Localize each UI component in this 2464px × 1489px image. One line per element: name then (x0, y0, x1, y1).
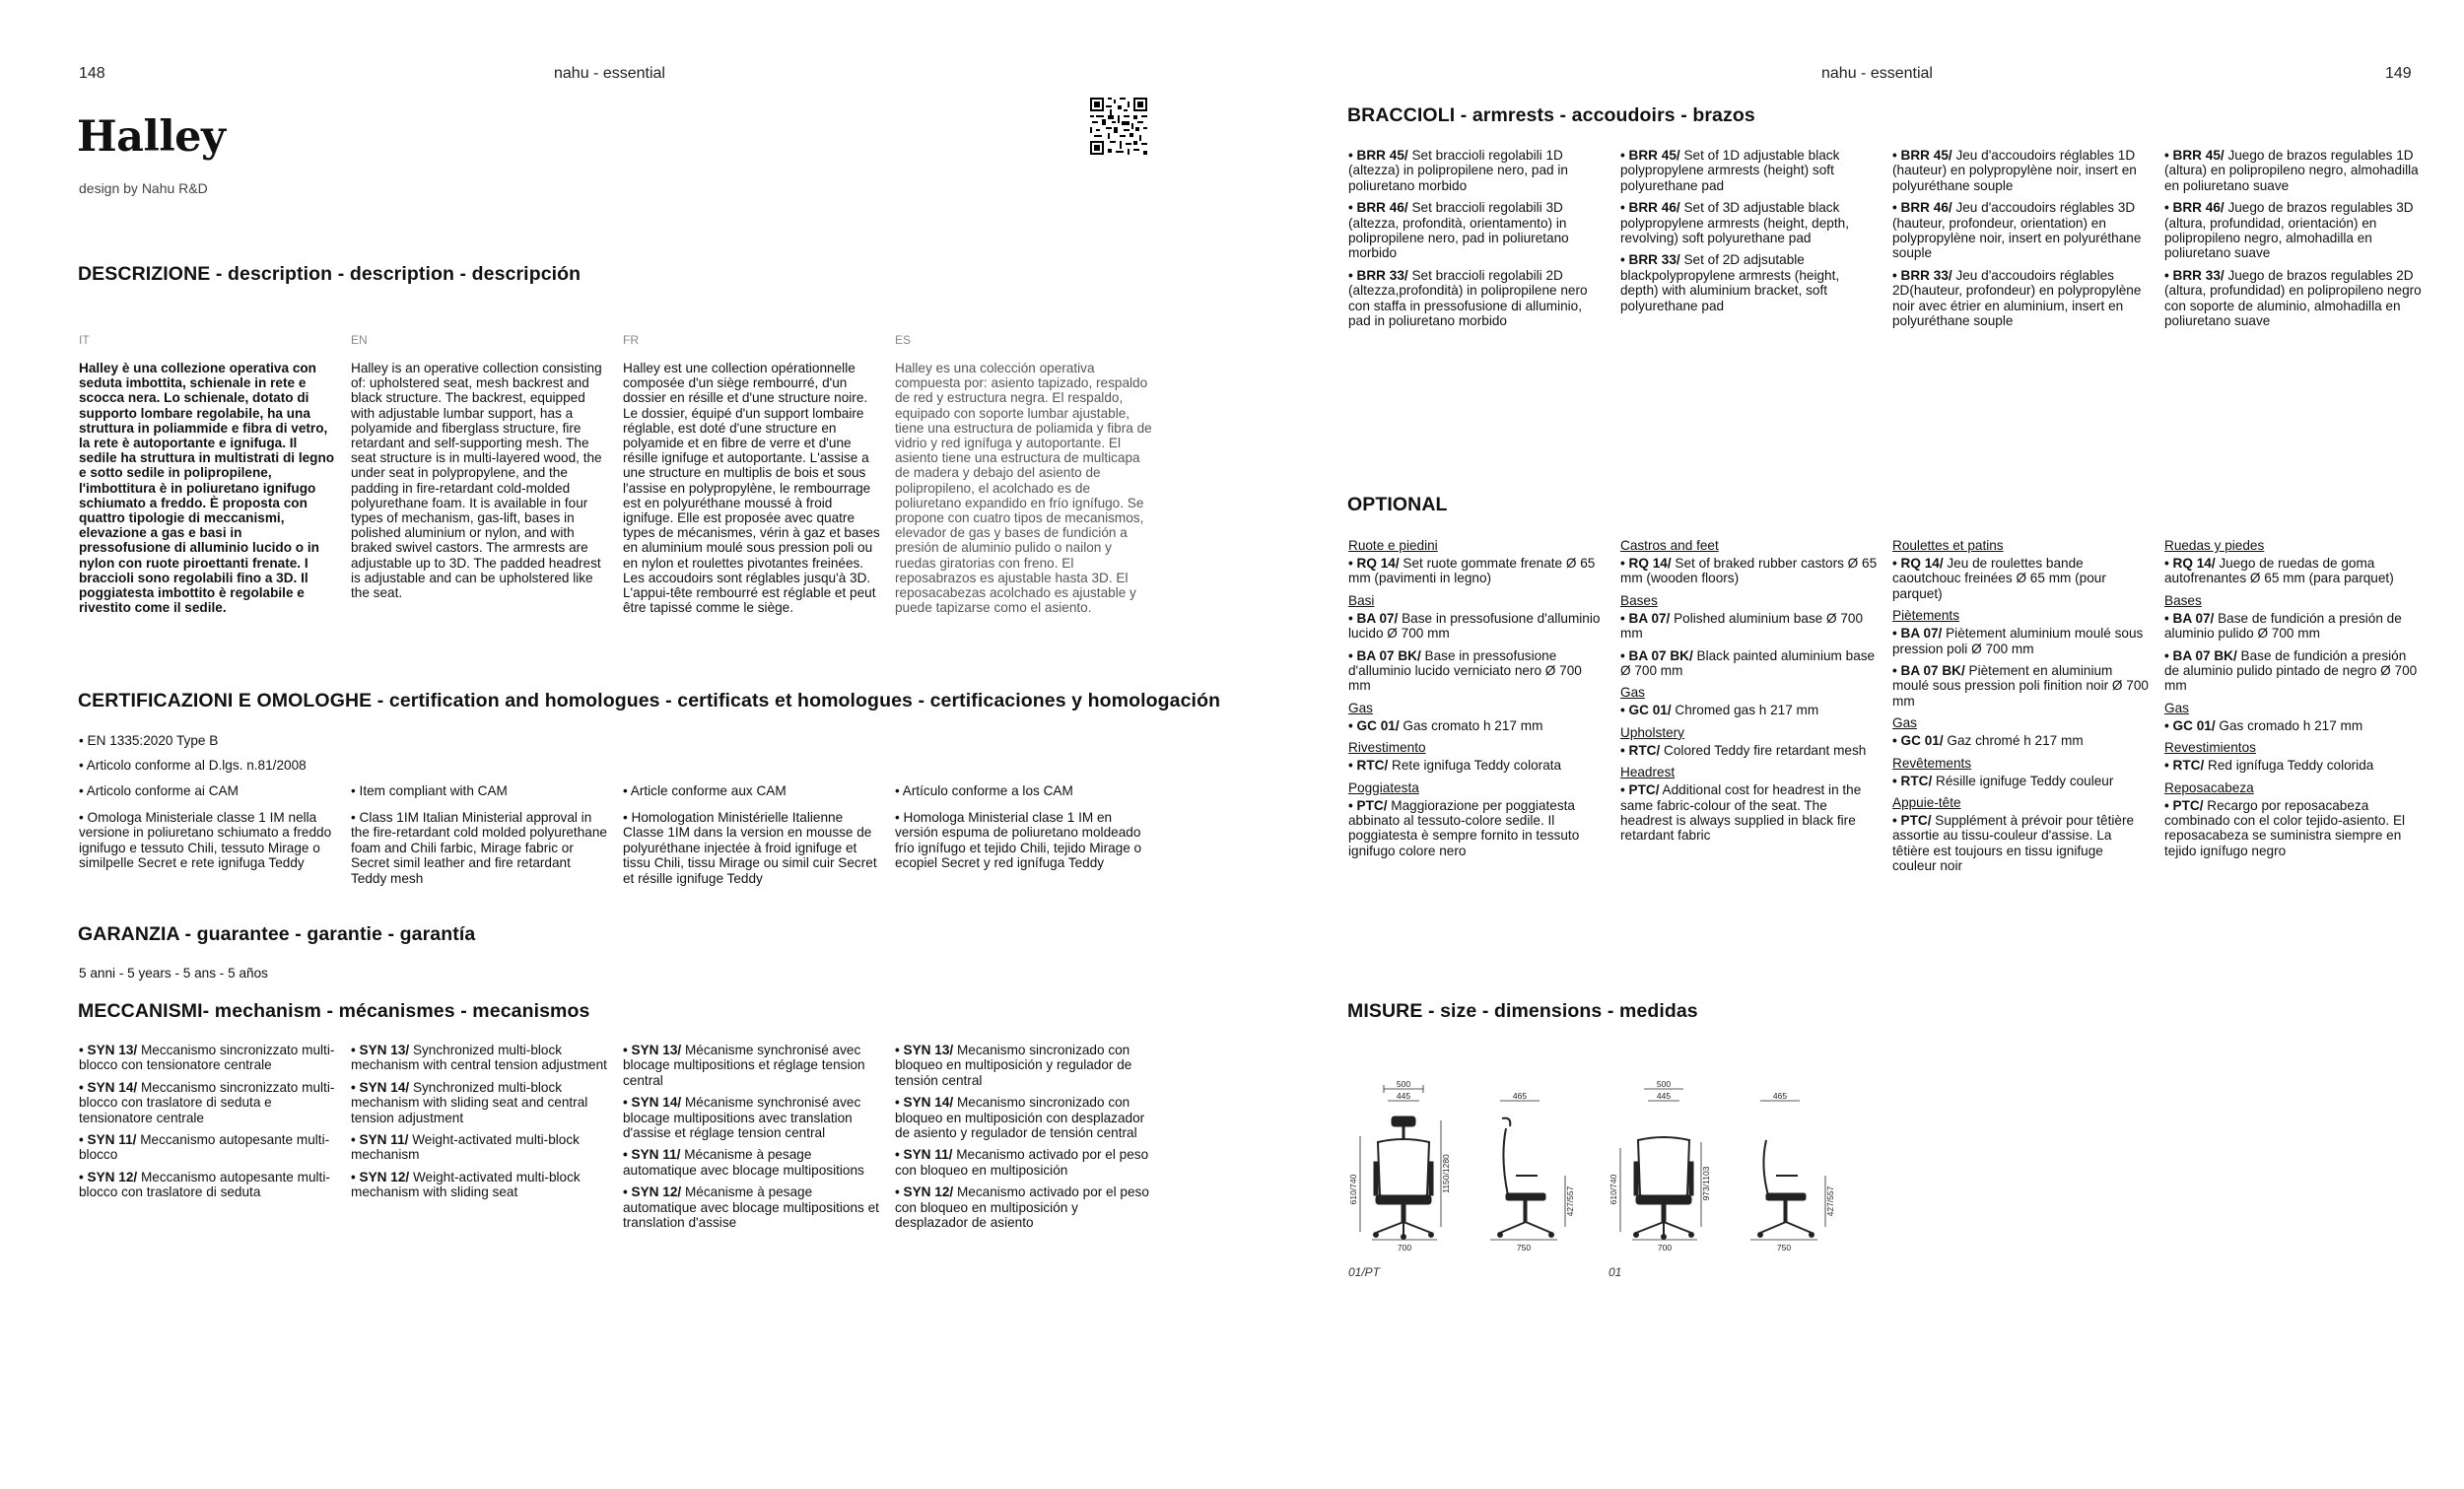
optional-text: Gaz chromé h 217 mm (1943, 733, 2084, 749)
optional-category: Revêtements (1892, 755, 1972, 771)
running-header-left: nahu - essential (554, 65, 665, 82)
running-header-right: nahu - essential (1821, 65, 1933, 82)
drawing-caption-01: 01 (1608, 1265, 1622, 1279)
mechanism-code: • SYN 13/ (623, 1043, 682, 1057)
optional-code: • BA 07/ (1620, 610, 1671, 626)
chair-drawing-standard (1603, 1079, 1869, 1252)
sizes-heading: MISURE - size - dimensions - medidas (1347, 1000, 1698, 1022)
mechanism-text: Mécanisme à pesage automatique avec blocage multipositions (623, 1147, 864, 1178)
armrest-code: • BRR 33/ (1348, 267, 1408, 283)
dim-front-top-2: 445 (1656, 1091, 1672, 1101)
dim-left: 610/740 (1348, 1174, 1358, 1205)
optional-item (1892, 774, 2151, 788)
armrest-text: Set braccioli regolabili 3D (altezza, profondità, orientamento) in polipropilene nero, pad in poliuretano morbido (1348, 200, 1569, 261)
optional-category: Headrest (1620, 765, 1676, 780)
optional-text: Black painted aluminium base Ø 700 mm (1620, 647, 1876, 679)
optional-col-it (1348, 535, 1607, 865)
cert-cam-en: • Item compliant with CAM (351, 783, 508, 798)
cert-cam-it: • Articolo conforme ai CAM (79, 783, 239, 798)
armrest-text: Juego de brazos regulables 3D (altura, profundidad, orientación) en polipropileno negro, almohadilla en poliuretano suave (2164, 200, 2414, 261)
lang-label: ES (895, 333, 912, 347)
mechanism-text: Mecanismo activado por el peso con bloqueo en multiposición (895, 1147, 1149, 1178)
optional-heading: OPTIONAL (1347, 494, 1448, 515)
mechanism-item (79, 1043, 337, 1073)
armrest-text: Set of 3D adjustable black polypropylene armrests (height, depth, revolving) soft polyurethane pad (1620, 200, 1849, 246)
lang-label: FR (623, 333, 639, 347)
mechanism-item (79, 1132, 337, 1163)
optional-code: • BA 07 BK/ (1620, 647, 1693, 663)
optional-item (1892, 813, 2151, 874)
description-col-es (895, 333, 1153, 615)
optional-code: • BA 07/ (2164, 610, 2215, 626)
optional-code: • RQ 14/ (1348, 556, 1400, 571)
mechanism-item (351, 1043, 609, 1073)
mechanism-text: Meccanismo sincronizzato multi-blocco con traslatore di seduta e tensionatore centrale (79, 1079, 335, 1125)
optional-item (1620, 611, 1879, 642)
optional-text: Base de fundición a presión de aluminio pulido Ø 700 mm (2164, 610, 2402, 642)
optional-code: • BA 07 BK/ (1348, 647, 1421, 663)
optional-col-fr (1892, 535, 2151, 881)
optional-code: • GC 01/ (1892, 733, 1944, 749)
dim-front-top-1: 500 (1656, 1079, 1672, 1089)
armrest-text: Jeu d'accoudoirs réglables 3D (hauteur, profondeur, orientation) en polypropylène noir, insert en polyuréthane souple (1892, 200, 2142, 261)
mechanism-item (623, 1043, 881, 1088)
optional-item (1348, 556, 1607, 586)
optional-text: Piètement en aluminium moulé sous pression poli finition noir Ø 700 mm (1892, 663, 2149, 709)
optional-category: Roulettes et patins (1892, 538, 2004, 553)
mechanism-code: • SYN 11/ (623, 1147, 681, 1163)
mechanism-code: • SYN 12/ (895, 1184, 954, 1200)
optional-item (1348, 758, 1607, 773)
optional-item (1620, 743, 1879, 758)
armrest-text: Set braccioli regolabili 1D (altezza) in polipropilene nero, pad in poliuretano morbido (1348, 148, 1568, 193)
optional-text: Colored Teddy fire retardant mesh (1660, 742, 1867, 758)
optional-text: Set of braked rubber castors Ø 65 mm (wooden floors) (1620, 556, 1878, 586)
drawing-caption-01pt: 01/PT (1348, 1265, 1381, 1279)
armrests-col-fr (1892, 148, 2151, 335)
optional-text: Chromed gas h 217 mm (1671, 703, 1819, 718)
product-title: Halley (77, 112, 226, 162)
optional-text: Additional cost for headrest in the same fabric-colour of the seat. The headrest is always supplied in black fire retardant fabric (1620, 782, 1862, 844)
optional-item (1348, 611, 1607, 642)
optional-item (1892, 626, 2151, 656)
mechanism-item (895, 1147, 1153, 1178)
cert-homolog-it: • Omologa Ministeriale classe 1 IM nella versione in poliuretano schiumato a freddo ignifugo e tessuto Chili, tessuto Mirage o similpelle Secret e rete ignifuga Teddy (79, 810, 332, 871)
mechanism-code: • SYN 14/ (79, 1079, 138, 1095)
optional-code: • BA 07 BK/ (1892, 663, 1965, 679)
optional-code: • BA 07/ (1892, 626, 1943, 642)
qr-code-icon (1090, 98, 1147, 155)
armrest-code: • BRR 46/ (1620, 200, 1680, 216)
mechanism-code: • SYN 12/ (351, 1169, 410, 1184)
optional-category: Gas (2164, 700, 2189, 715)
dim-front-bottom: 700 (1397, 1243, 1412, 1252)
mechanism-code: • SYN 11/ (351, 1132, 409, 1148)
optional-code: • RTC/ (2164, 758, 2205, 774)
page-number-right: 149 (2385, 65, 2412, 82)
mechanism-code: • SYN 14/ (895, 1095, 954, 1111)
mechanisms-col-fr (623, 1043, 881, 1237)
optional-category: Piètements (1892, 608, 1960, 624)
optional-category: Ruote e piedini (1348, 538, 1438, 553)
mechanism-item (351, 1132, 609, 1163)
lang-label: EN (351, 333, 368, 347)
mechanism-code: • SYN 14/ (623, 1095, 682, 1111)
mechanisms-col-en (351, 1043, 609, 1207)
armrest-text: Jeu d'accoudoirs réglables 1D (hauteur) en polypropylène noir, insert en polyuréthane souple (1892, 148, 2137, 193)
optional-code: • PTC/ (1620, 782, 1660, 798)
dim-left: 610/740 (1608, 1174, 1618, 1205)
mechanism-text: Meccanismo autopesante multi-blocco con traslatore di seduta (79, 1169, 330, 1200)
cert-homolog-fr: • Homologation Ministérielle Italienne Classe 1IM dans la version en mousse de polyuréthane injectée à froid ignifuge et tissu Chili, tissu Mirage ou simil cuir Secret et résille ignifuge Teddy (623, 810, 877, 886)
optional-text: Base de fundición a presión de aluminio pulido pintado de negro Ø 700 mm (2164, 647, 2418, 694)
optional-category: Upholstery (1620, 724, 1684, 740)
certification-heading: CERTIFICAZIONI E OMOLOGHE - certification and homologues - certificats et homologues - certificaciones y homologación (78, 690, 1221, 711)
dim-side-height: 427/557 (1825, 1185, 1835, 1217)
cert-cam-fr: • Article conforme aux CAM (623, 783, 787, 798)
description-text: Halley es una colección operativa compuesta por: asiento tapizado, respaldo de red y estructura negra. El respaldo, equipado con soporte lumbar ajustable, tiene una estructura de poliamida y fibra de vidrio y red ignífuga y autoportante. El asiento tiene una estructura de multicapa de madera y debajo del asiento de polipropileno, el acolchado es de poliuretano expandido en frío ignífugo. Se propone con cuatro tipos de mecanismos, elevador de gas y bases de fundición a presión de aluminio pulido o nailon y ruedas giratorias con freno. El reposabrazos es ajustable hasta 3D. El reposacabezas acolchado es ajustable y puede tapizarse como el asiento. (895, 361, 1152, 616)
mechanism-code: • SYN 12/ (79, 1169, 138, 1184)
optional-item (1348, 648, 1607, 694)
cert-homolog-en: • Class 1IM Italian Ministerial approval in the fire-retardant cold molded polyurethane foam and Chili farbic, Mirage fabric or Secret simil leather and fire retardant Teddy mesh (351, 810, 607, 886)
optional-text: Maggiorazione per poggiatesta abbinato al tessuto-colore sedile. Il poggiatesta è sempre fornito in tessuto ignifugo colore nero (1348, 797, 1580, 858)
armrest-text: Jeu d'accoudoirs réglables 2D(hauteur, profondeur) en polypropylène noir avec étrier en aluminium, insert en polyuréthane souple (1892, 267, 2142, 329)
optional-code: • PTC/ (2164, 797, 2204, 813)
mechanism-text: Weight-activated multi-block mechanism (351, 1132, 580, 1163)
description-col-fr (623, 333, 881, 615)
optional-item (2164, 648, 2423, 694)
optional-col-en (1620, 535, 1879, 850)
optional-item (1620, 703, 1879, 717)
armrest-item (1620, 252, 1879, 313)
description-text: Halley is an operative collection consisting of: upholstered seat, mesh backrest and black structure. The backrest, equipped with adjustable lumbar support, has a polyamide and fiberglass structure, fire retardant and self-supporting mesh. The seat structure is in multi-layered wood, the under seat in polypropylene, and the padding in fire-retardant cold-molded polyurethane foam. It is available in four types of mechanism, gas-lift, bases in polished aluminium or nylon, and with braked swivel castors. The armrests are adjustable up to 3D. The padded headrest is adjustable and can be upholstered like the seat. (351, 361, 602, 601)
optional-item (1348, 798, 1607, 859)
optional-category: Poggiatesta (1348, 779, 1419, 795)
mechanism-code: • SYN 11/ (895, 1147, 953, 1163)
optional-code: • PTC/ (1892, 813, 1932, 829)
armrest-text: Set braccioli regolabili 2D (altezza,profondità) in polipropilene nero con staffa in pressofusione di alluminio, pad in poliuretano morbido (1348, 267, 1588, 329)
dim-side-height: 427/557 (1565, 1185, 1575, 1217)
optional-text: Polished aluminium base Ø 700 mm (1620, 610, 1864, 642)
optional-text: Supplément à prévoir pour têtière assortie au tissu-couleur d'assise. La têtière est toujours en tissu ignifuge couleur noir (1892, 813, 2135, 874)
optional-text: Base in pressofusione d'alluminio lucido verniciato nero Ø 700 mm (1348, 647, 1582, 694)
armrest-text: Juego de brazos regulables 2D (altura, profundidad) en polipropileno negro con soporte de aluminio, almohadilla en poliuretano suave (2164, 267, 2422, 329)
optional-code: • RTC/ (1892, 773, 1933, 788)
mechanism-text: Mécanisme à pesage automatique avec blocage multipositions et translation d'assise (623, 1184, 879, 1231)
armrests-col-it (1348, 148, 1607, 335)
mechanism-item (623, 1095, 881, 1140)
armrest-text: Set of 2D adjsutable blackpolypropylene armrests (height, depth) with aluminium bracket, soft polyurethane pad (1620, 252, 1840, 313)
armrest-code: • BRR 45/ (1348, 148, 1408, 163)
mechanism-text: Synchronized multi-block mechanism with sliding seat and central tension adjustment (351, 1079, 588, 1125)
optional-code: • RTC/ (1348, 758, 1389, 774)
optional-text: Résille ignifuge Teddy couleur (1932, 773, 2114, 788)
cert-dlgs: • Articolo conforme al D.lgs. n.81/2008 (79, 758, 307, 773)
optional-code: • RQ 14/ (2164, 556, 2216, 571)
dim-front-top-1: 500 (1396, 1079, 1411, 1089)
mechanism-code: • SYN 13/ (895, 1043, 954, 1057)
optional-code: • BA 07/ (1348, 610, 1399, 626)
armrest-item (1892, 268, 2151, 329)
armrest-item (1620, 148, 1879, 193)
mechanism-text: Mecanismo sincronizado con bloqueo en multiposición y regulador de tensión central (895, 1043, 1132, 1088)
armrests-col-es (2164, 148, 2423, 335)
optional-item (1620, 782, 1879, 844)
armrest-code: • BRR 45/ (1620, 148, 1680, 163)
mechanism-item (895, 1095, 1153, 1140)
mechanism-item (623, 1184, 881, 1230)
designer-credit: design by Nahu R&D (79, 180, 208, 196)
mechanism-item (351, 1080, 609, 1125)
optional-item (1892, 556, 2151, 601)
mechanisms-col-es (895, 1043, 1153, 1237)
optional-text: Gas cromato h 217 mm (1399, 717, 1543, 733)
mechanism-item (79, 1170, 337, 1200)
description-col-en (351, 333, 609, 600)
mechanism-item (895, 1043, 1153, 1088)
optional-item (2164, 718, 2423, 733)
mechanisms-heading: MECCANISMI- mechanism - mécanismes - mecanismos (78, 1000, 590, 1022)
optional-code: • RQ 14/ (1620, 556, 1672, 571)
armrest-code: • BRR 46/ (1348, 200, 1408, 216)
armrest-item (1348, 268, 1607, 329)
dim-front-bottom: 700 (1657, 1243, 1673, 1252)
optional-item (1620, 556, 1879, 586)
description-text: Halley è una collezione operativa con seduta imbottita, schienale in rete e scocca nera. Lo schienale, dotato di supporto lombare regolabile, ha una struttura in poliammide e fibra di vetro, la rete è autoportante e ignifuga. Il sedile ha struttura in multistrati di legno e sotto sedile in polipropilene, l'imbottitura è in poliuretano ignifugo schiumato a freddo. È proposta con quattro tipologie di meccanismi, elevazione a gas e basi in pressofusione di alluminio lucido o in nylon con ruote piroettanti frenate. I braccioli sono regolabili fino a 3D. Il poggiatesta imbottito è regolabile e rivestito come il sedile. (79, 361, 335, 616)
optional-code: • GC 01/ (1348, 717, 1400, 733)
optional-category: Appuie-tête (1892, 795, 1961, 811)
optional-text: Recargo por reposacabeza combinado con el color tejido-asiento. El reposacabeza se suministra siempre en tejido ignífugo negro (2164, 797, 2406, 858)
dim-side-top: 465 (1512, 1091, 1528, 1101)
cert-en1335: • EN 1335:2020 Type B (79, 733, 219, 748)
mechanism-item (623, 1147, 881, 1178)
optional-category: Bases (1620, 592, 1658, 608)
armrest-item (2164, 268, 2423, 329)
optional-category: Gas (1620, 685, 1645, 701)
cert-homolog-es: • Homologa Ministerial clase 1 IM en versión espuma de poliuretano moldeado frío ignífugo et tejido Chili, tejido Mirage o ecopiel Secret y red ignífuga Teddy (895, 810, 1142, 871)
mechanism-text: Mécanisme synchronisé avec blocage multipositions avec translation d'assise et réglage tension central (623, 1095, 861, 1141)
mechanism-code: • SYN 11/ (79, 1132, 137, 1148)
page-number-left: 148 (79, 65, 105, 82)
armrest-text: Set of 1D adjustable black polypropylene armrests (height) soft polyurethane pad (1620, 148, 1840, 193)
mechanism-item (79, 1080, 337, 1125)
optional-category: Gas (1892, 715, 1917, 731)
optional-item (2164, 758, 2423, 773)
mechanism-text: Synchronized multi-block mechanism with central tension adjustment (351, 1043, 607, 1073)
description-col-it (79, 333, 337, 615)
armrests-heading: BRACCIOLI - armrests - accoudoirs - brazos (1347, 104, 1755, 126)
mechanism-code: • SYN 13/ (79, 1043, 138, 1057)
mechanism-text: Meccanismo autopesante multi-blocco (79, 1132, 330, 1163)
mechanisms-col-it (79, 1043, 337, 1207)
optional-category: Bases (2164, 592, 2202, 608)
armrest-code: • BRR 46/ (1892, 200, 1952, 216)
dim-side-bottom: 750 (1776, 1243, 1792, 1252)
optional-category: Reposacabeza (2164, 779, 2254, 795)
mechanism-code: • SYN 14/ (351, 1079, 410, 1095)
armrest-code: • BRR 45/ (1892, 148, 1952, 163)
optional-item (2164, 611, 2423, 642)
optional-item (1892, 733, 2151, 748)
optional-code: • RTC/ (1620, 742, 1661, 758)
armrest-text: Juego de brazos regulables 1D (altura) en polipropileno negro, almohadilla en poliuretano suave (2164, 148, 2419, 193)
optional-item (1348, 718, 1607, 733)
guarantee-heading: GARANZIA - guarantee - garantie - garantía (78, 923, 476, 945)
guarantee-text: 5 anni - 5 years - 5 ans - 5 años (79, 966, 268, 981)
optional-code: • PTC/ (1348, 797, 1388, 813)
armrests-col-en (1620, 148, 1879, 320)
optional-text: Red ignífuga Teddy colorida (2204, 758, 2374, 774)
description-heading: DESCRIZIONE - description - description - descripción (78, 263, 582, 285)
armrest-item (1620, 200, 1879, 245)
optional-category: Revestimientos (2164, 740, 2256, 756)
optional-text: Gas cromado h 217 mm (2215, 717, 2363, 733)
dim-side-top: 465 (1772, 1091, 1788, 1101)
mechanism-code: • SYN 13/ (351, 1043, 410, 1057)
cert-cam-es: • Artículo conforme a los CAM (895, 783, 1073, 798)
armrest-item (1892, 148, 2151, 193)
optional-item (2164, 556, 2423, 586)
dim-front-height: 1150/1280 (1441, 1154, 1451, 1193)
dim-front-height: 973/1103 (1701, 1166, 1711, 1201)
optional-text: Piètement aluminium moulé sous pression poli Ø 700 mm (1892, 626, 2144, 656)
mechanism-text: Mecanismo sincronizado con bloqueo en multiposición con desplazador de asiento y regulador de tensión central (895, 1095, 1145, 1141)
optional-code: • RQ 14/ (1892, 556, 1944, 571)
optional-category: Rivestimento (1348, 740, 1426, 756)
optional-text: Base in pressofusione d'alluminio lucido Ø 700 mm (1348, 610, 1601, 642)
optional-code: • BA 07 BK/ (2164, 647, 2237, 663)
armrest-item (1892, 200, 2151, 261)
dim-side-bottom: 750 (1516, 1243, 1532, 1252)
optional-category: Castros and feet (1620, 538, 1719, 553)
optional-category: Basi (1348, 592, 1375, 608)
dim-front-top-2: 445 (1396, 1091, 1411, 1101)
description-text: Halley est une collection opérationnelle composée d'un siège rembourré, d'un dossier en résille et d'une structure noire. Le dossier, équipé d'un support lombaire réglable, est doté d'une structure en polyamide et en fibre de verre et d'une résille ignifuge et autoportante. L'assise a une structure en multiplis de bois et sous l'assise en polypropylène, le rembourrage est en polyuréthane moussé à froid ignifuge. Elle est proposée avec quatre types de mécanismes, vérin à gaz et bases en aluminium moulé sous pression poli ou en nylon et roulettes pivotantes freinées. Les accoudoirs sont réglables jusqu'à 3D. L'appui-tête rembourré est réglable et peut être tapissé comme le siège. (623, 361, 880, 616)
optional-text: Set ruote gommate frenate Ø 65 mm (pavimenti in legno) (1348, 556, 1596, 586)
armrest-code: • BRR 33/ (2164, 267, 2224, 283)
optional-code: • GC 01/ (1620, 703, 1672, 718)
armrest-item (1348, 200, 1607, 261)
armrest-code: • BRR 45/ (2164, 148, 2224, 163)
armrest-code: • BRR 46/ (2164, 200, 2224, 216)
optional-code: • GC 01/ (2164, 717, 2216, 733)
optional-category: Gas (1348, 700, 1373, 715)
optional-item (1892, 663, 2151, 709)
optional-col-es (2164, 535, 2423, 865)
mechanism-text: Mécanisme synchronisé avec blocage multipositions et réglage tension central (623, 1043, 865, 1088)
mechanism-code: • SYN 12/ (623, 1184, 682, 1200)
armrest-item (2164, 200, 2423, 261)
optional-item (1620, 648, 1879, 679)
mechanism-text: Meccanismo sincronizzato multi-blocco con tensionatore centrale (79, 1043, 335, 1073)
lang-label: IT (79, 333, 90, 347)
optional-text: Jeu de roulettes bande caoutchouc freinées Ø 65 mm (pour parquet) (1892, 556, 2106, 601)
mechanism-item (351, 1170, 609, 1200)
optional-item (2164, 798, 2423, 859)
armrest-item (1348, 148, 1607, 193)
optional-category: Ruedas y piedes (2164, 538, 2265, 553)
optional-text: Rete ignifuga Teddy colorata (1388, 758, 1562, 774)
armrest-code: • BRR 33/ (1620, 252, 1680, 268)
mechanism-text: Weight-activated multi-block mechanism with sliding seat (351, 1169, 581, 1200)
mechanism-item (895, 1184, 1153, 1230)
armrest-item (2164, 148, 2423, 193)
optional-text: Juego de ruedas de goma autofrenantes Ø 65 mm (para parquet) (2164, 556, 2394, 586)
armrest-code: • BRR 33/ (1892, 267, 1952, 283)
mechanism-text: Mecanismo activado por el peso con bloqueo en multiposición y desplazador de asiento (895, 1184, 1149, 1231)
